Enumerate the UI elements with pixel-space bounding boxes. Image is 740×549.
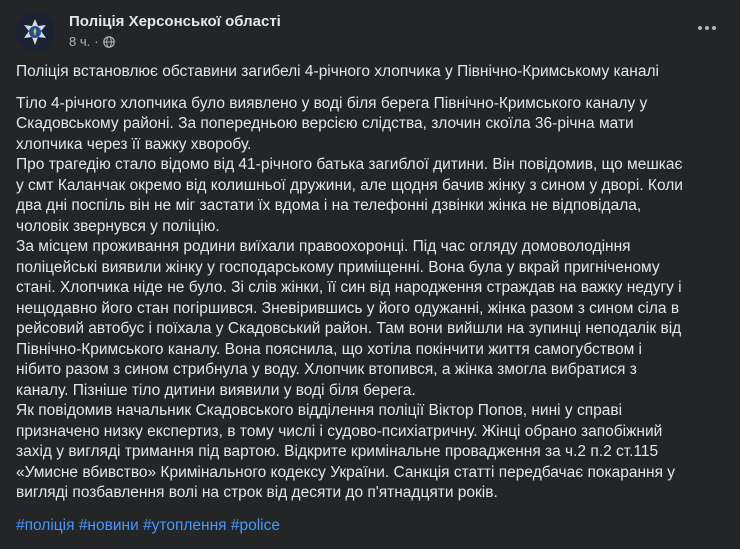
post-line: вигляді позбавлення волі на строк від десяти до п'ятнадцяти років. bbox=[16, 484, 498, 501]
post-line: стані. Хлопчика ніде не було. Зі слів жінки, її син від народження страждав на важку недугу і bbox=[16, 279, 682, 296]
post-text bbox=[16, 62, 726, 504]
post-line: хлопчика через її важку хворобу. bbox=[16, 135, 252, 153]
post-line: За місцем проживання родини виїхали правоохоронці. Під час огляду домоволодіння bbox=[16, 238, 631, 255]
post-line: рейсовий автобус і поїхала у Скадовський район. Там вони вийшли на зупинці неподалік від bbox=[16, 320, 682, 337]
post-line: нібито разом з сином стрибнула у воду. Хлопчик втопився, а жінка змогла вибратися з bbox=[16, 361, 637, 378]
hashtag-link[interactable]: #поліція bbox=[16, 517, 75, 534]
page-name-link[interactable]: Поліція Херсонської області bbox=[69, 13, 281, 30]
post-meta bbox=[69, 34, 115, 49]
post-line: у смт Каланчак окремо від колишньої дружини, але щодня бачив жінку з сином у дворі. Коли bbox=[16, 176, 683, 194]
post-line: Тіло 4-річного хлопчика було виявлено у воді біля берега Північно-Кримського каналу у bbox=[16, 94, 648, 112]
post-header bbox=[15, 10, 725, 54]
post-line: каналу. Пізніше тіло дитини виявили у воді біля берега. bbox=[16, 381, 416, 399]
post-line: захід у вигляді тримання під вартою. Відкрите кримінальне провадження за ч.2 п.2 ст.115 bbox=[16, 443, 659, 460]
hashtag-link[interactable]: #police bbox=[230, 517, 280, 534]
meta-separator: · bbox=[94, 34, 99, 49]
post-line: нещодавно його стан погіршився. Зневірившись у його одужанні, жінка разом з сином сіла в bbox=[16, 299, 680, 317]
post-line: два дні поспіль він не міг застати їх вдома і на телефонні дзвінки жінка не відповідала, bbox=[16, 197, 642, 214]
post-line: Як повідомив начальник Скадовського відділення поліції Віктор Попов, нині у справі bbox=[16, 402, 623, 419]
post-line: призначено низку експертиз, в тому числі і судово-психіатричну. Жінці обрано запобіжний bbox=[16, 422, 663, 440]
post-timestamp[interactable]: 8 ч. bbox=[69, 34, 91, 49]
globe-icon[interactable] bbox=[103, 36, 115, 48]
more-horizontal-icon bbox=[698, 26, 702, 30]
hashtag-list bbox=[16, 517, 280, 535]
post-line: Північно-Кримського каналу. Вона пояснила, що хотіла покінчити життя самогубством і bbox=[16, 340, 642, 358]
post-headline: Поліція встановлює обставини загибелі 4-річного хлопчика у Північно-Кримському каналі bbox=[16, 63, 659, 80]
post-line: Скадовському районі. За попередньою версією слідства, злочин скоїла 36-річна мати bbox=[16, 115, 634, 132]
post-line: «Умисне вбивство» Кримінального кодексу України. Санкція статті передбачає покарання у bbox=[16, 463, 676, 481]
police-badge-icon[interactable] bbox=[15, 12, 55, 52]
post-line: Про трагедію стало відомо від 41-річного батька загиблої дитини. Він повідомив, що мешкає bbox=[16, 156, 683, 173]
more-dot bbox=[705, 26, 709, 30]
hashtag-link[interactable]: #новини bbox=[78, 517, 139, 534]
hashtag-link[interactable]: #утоплення bbox=[143, 517, 227, 534]
post-line: поліцейські виявили жінку у господарському приміщенні. Вона була у вкрай пригніченому bbox=[16, 258, 660, 276]
more-options-button[interactable] bbox=[689, 10, 725, 46]
more-dot bbox=[712, 26, 716, 30]
post-line: чоловік звернувся у поліцію. bbox=[16, 217, 220, 235]
